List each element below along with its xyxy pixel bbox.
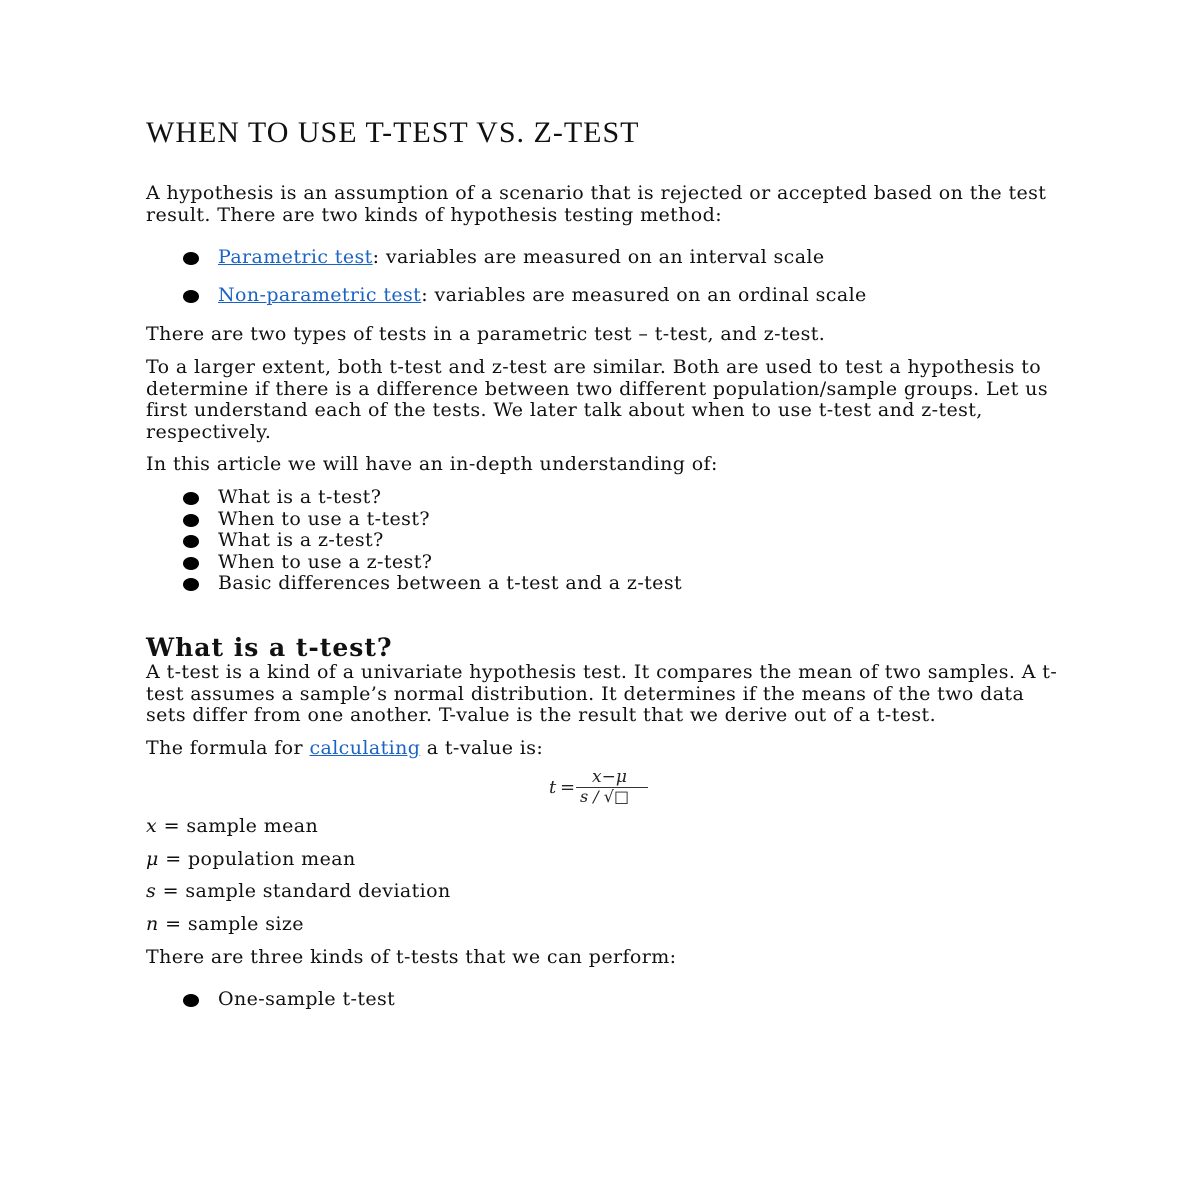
- parametric-test-link[interactable]: Parametric test: [218, 246, 373, 269]
- bullet-icon: [183, 535, 199, 548]
- list-item: [146, 247, 1061, 269]
- list-item-text: : variables are measured on an ordinal scale: [421, 283, 867, 306]
- topics-list: [146, 487, 1061, 595]
- list-item: When to use a z-test?: [146, 552, 1061, 574]
- page-title: WHEN TO USE T-TEST VS. Z-TEST: [146, 116, 640, 149]
- non-parametric-test-link[interactable]: Non-parametric test: [218, 283, 422, 306]
- bullet-icon: [183, 578, 199, 591]
- definition-mu: μ = population mean: [146, 847, 356, 870]
- ttest-paragraph: A t-test is a kind of a univariate hypothesis test. It compares the mean of two samples. A t-test assumes a sample’s normal distribution. It determines if the means of the two data sets differ from one another. T-value is the result that we derive out of a t-test.: [146, 660, 1058, 727]
- calculating-link[interactable]: calculating: [309, 736, 421, 759]
- t-value-formula: [146, 767, 1061, 805]
- document-page: [146, 112, 1061, 1011]
- methods-list: [146, 247, 1061, 306]
- kinds-paragraph: There are three kinds of t-tests that we can perform:: [146, 945, 677, 968]
- formula-numerator: x−μ: [592, 767, 627, 788]
- list-item: What is a t-test?: [146, 487, 1061, 509]
- similar-paragraph: To a larger extent, both t-test and z-test are similar. Both are used to test a hypothesis to determine if there is a difference between two different population/sample groups. Let us first understand each of the tests. We later talk about when to use t-test and z-test, respectively.: [146, 355, 1048, 443]
- article-intro: In this article we will have an in-depth understanding of:: [146, 453, 718, 476]
- kinds-list: [146, 989, 1061, 1011]
- types-paragraph: There are two types of tests in a parametric test – t-test, and z-test.: [146, 323, 826, 346]
- bullet-icon: [183, 514, 199, 527]
- definition-x: x = sample mean: [146, 815, 319, 838]
- bullet-icon: [183, 557, 199, 570]
- list-item: What is a z-test?: [146, 530, 1061, 552]
- formula-intro: The formula for calculating a t-value is:: [146, 736, 544, 759]
- formula-equals: =: [560, 777, 576, 799]
- bullet-icon: [183, 492, 199, 505]
- bullet-icon: [183, 994, 199, 1007]
- list-item: Basic differences between a t-test and a z-test: [146, 573, 1061, 595]
- definition-n: n = sample size: [146, 913, 304, 936]
- formula-denominator: s / √□: [580, 787, 630, 807]
- list-item: When to use a t-test?: [146, 509, 1061, 531]
- intro-paragraph: A hypothesis is an assumption of a scenario that is rejected or accepted based on the test result. There are two kinds of hypothesis testing method:: [146, 182, 1047, 226]
- bullet-icon: [183, 290, 199, 303]
- formula-lhs: t: [549, 777, 557, 799]
- list-item-text: : variables are measured on an interval scale: [372, 246, 825, 269]
- bullet-icon: [183, 252, 199, 265]
- list-item: [146, 285, 1061, 307]
- list-item: One-sample t-test: [146, 989, 1061, 1011]
- section-heading: What is a t-test?: [146, 632, 393, 662]
- definition-s: s = sample standard deviation: [146, 880, 451, 903]
